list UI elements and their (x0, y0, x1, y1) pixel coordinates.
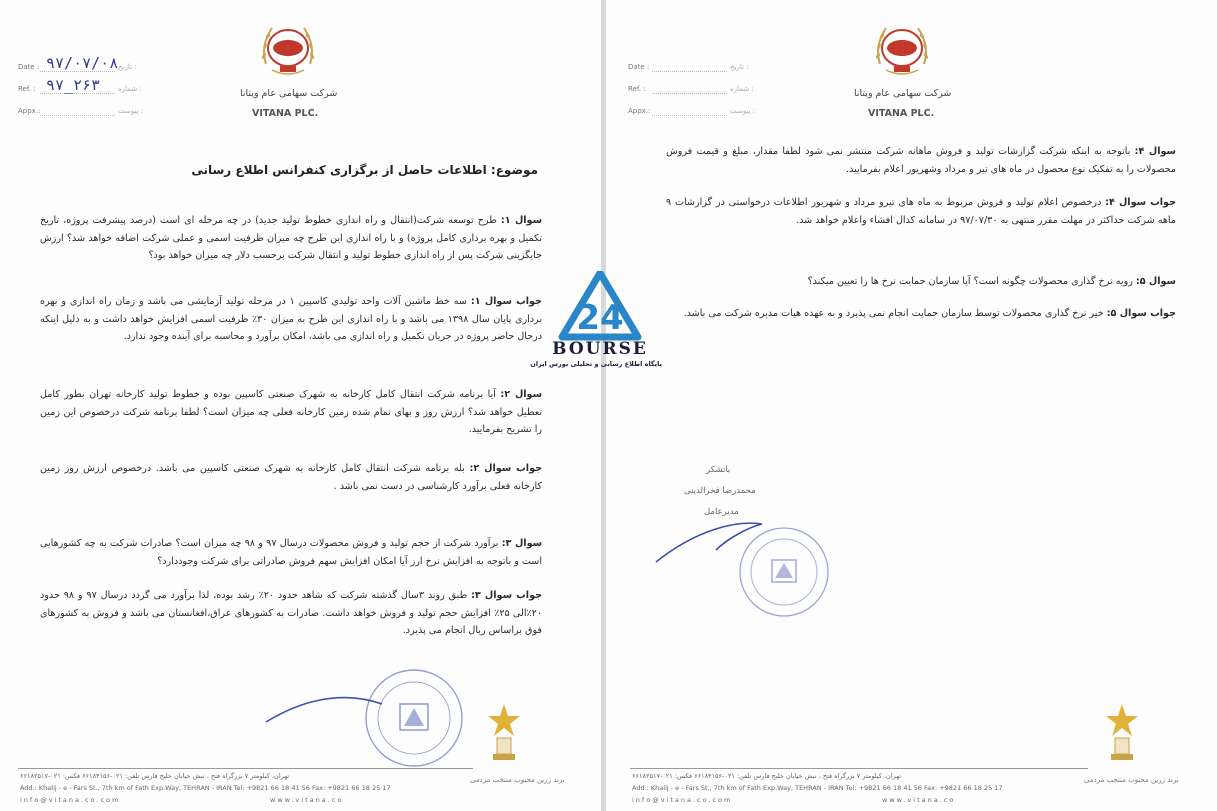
ref-label-fa: شماره : (118, 85, 142, 93)
trophy-icon (483, 700, 525, 762)
answer-1-text: سه خط ماشین آلات واحد تولیدی کاسپین ۱ در مرحله تولید آزمایشی می باشد و زمان راه اندازی و بهره برداری پایان سال ۱۳۹۸ می باشد و با راه اندازی این طرح به میزان ۳۰٪ ظرفیت اسمی افزایش خواهد داشت و به دلیل اینکه درحال حاضر پروژه در جریان تکمیل و راه اندازی می باشد، امکان برآورد و محاسبه برای آینده وجود ندارد. (40, 296, 542, 342)
question-5-text: رویه نرخ گذاری محصولات چگونه است؟ آیا سازمان حمایت نرخ ها را تعیین میکند؟ (807, 276, 1136, 287)
question-5-label: سوال ۵: (1135, 276, 1176, 287)
appx-line (40, 115, 115, 116)
question-3-label: سوال ۳: (501, 538, 543, 549)
company-name-en: VITANA PLC. (252, 108, 319, 119)
company-stamp (262, 660, 472, 770)
question-3 (40, 535, 542, 570)
date-label-fa: تاریخ : (730, 63, 749, 71)
watermark-caption: پایگاه اطلاع رسانی و تحلیلی بورس ایران (530, 360, 662, 368)
appx-label: Appx.: (18, 107, 41, 115)
date-label: Date : (628, 63, 650, 71)
footer-email: info@vitana.co.com (20, 796, 121, 804)
footer-address-en: Add.: Khalij - e - Fars St., 7th km of Fath Exp.Way, TEHRAN - IRAN Tel: +9821 66 18 41 56 Fax: +9821 66 18 25 17 (632, 784, 1003, 792)
answer-5-label: جواب سوال ۵: (1106, 308, 1176, 319)
answer-1 (40, 293, 542, 346)
question-1-label: سوال ۱: (500, 215, 542, 226)
answer-2-text: بله برنامه شرکت انتقال کامل کارخانه به شهرک صنعتی کاسپین می باشد. درخصوص ارزش روز زمین کارخانه فعلی برآورد کارشناسی در دست نمی باشد . (40, 463, 542, 492)
signature-greeting: باتشکر (706, 465, 731, 475)
question-1 (40, 212, 542, 265)
footer-website: www.vitana.co (882, 796, 956, 804)
signature-name: محمدرضا فخرالدینی (684, 486, 756, 496)
footer-website: www.vitana.co (270, 796, 344, 804)
answer-4-label: جواب سوال ۴: (1105, 197, 1176, 208)
letter-page-1 (0, 0, 601, 811)
company-name-en: VITANA PLC. (868, 108, 935, 119)
answer-5 (666, 305, 1176, 323)
date-line (652, 71, 727, 72)
letter-page-2 (606, 0, 1217, 811)
brand-award-text: برند زرین محبوب منتخب مردمی (470, 776, 565, 784)
answer-3-label: جواب سوال ۳: (471, 590, 543, 601)
vitana-logo (872, 18, 932, 84)
ref-label: Ref. : (18, 85, 36, 93)
date-label-fa: تاریخ : (118, 63, 137, 71)
question-4 (666, 143, 1176, 178)
signature-title: مدیرعامل (704, 507, 739, 517)
footer-address-en: Add.: Khalij - e - Fars St., 7th km of Fath Exp.Way, TEHRAN - IRAN Tel: +9821 66 18 41 56 Fax: +9821 66 18 25 17 (20, 784, 391, 792)
ref-value: ۹۷_۲۶۳ (46, 76, 101, 94)
question-1-text: طرح توسعه شرکت(انتقال و راه اندازی خطوط تولید جدید) در چه مرحله ای است (درصد پیشرفت پروژه، تاریخ تکمیل و بهره برداری کامل پروژه) و با راه اندازی این طرح چه میزان ظرفیت اسمی و عملی شرکت اضافه خواهد شد؟ ارزش جایگزینی شرکت پس از راه اندازی خطوط تولید و انتقال شرکت برحسب دلار چه میزان خواهد بود؟ (40, 215, 542, 261)
footer-email: info@vitana.co.com (632, 796, 733, 804)
question-2-text: آیا برنامه شرکت انتقال کامل کارخانه به شهرک صنعتی کاسپین بوده و خطوط تولید کارخانه تهران بطور کامل تعطیل خواهد شد؟ ارزش روز و بهای تمام شده زمین کارخانه فعلی چه میزان است؟ لطفا برنامه شرکت درخصوص این زمین را تشریح بفرمایید. (40, 389, 542, 435)
watermark-text: BOURSE (552, 339, 648, 359)
answer-3 (40, 587, 542, 640)
footer-address-fa: تهران، کیلومتر ۷ بزرگراه فتح ، نبش خیابان خلیج فارس تلفن: ۰۲۱-۶۶۱۸۴۱۵۶ فکس: ۰۲۱-۶۶۱۸۲۵۱۷ (632, 772, 902, 780)
answer-2-label: جواب سوال ۲: (469, 463, 543, 474)
letter-subject: موضوع: اطلاعات حاصل از برگزاری کنفرانس اطلاع رسانی (191, 163, 538, 177)
answer-5-text: خیر نرخ گذاری محصولات توسط سازمان حمایت انجام نمی پذیرد و به عهده هیات مدیره شرکت می باشد. (683, 308, 1107, 319)
date-label: Date : (18, 63, 40, 71)
footer-divider (18, 768, 473, 769)
company-name-fa: شرکت سهامی عام ویتانا (240, 88, 338, 99)
appx-label-fa: پیوست : (730, 107, 756, 115)
question-5 (666, 273, 1176, 291)
footer-address-fa: تهران، کیلومتر ۷ بزرگراه فتح ، نبش خیابان خلیج فارس تلفن: ۰۲۱-۶۶۱۸۴۱۵۶ فکس: ۰۲۱-۶۶۱۸۲۵۱۷ (20, 772, 290, 780)
answer-4-text: درخصوص اعلام تولید و فروش مربوط به ماه های تیرو مرداد و شهریور اطلاعات درخواستی در گزارشات ۹ ماهه شرکت حداکثر در مهلت مقرر منتهی به ۹۷/۰۷/۳۰ در سامانه کدال افشاء واعلام خواهد شد. (666, 197, 1176, 226)
company-name-fa: شرکت سهامی عام ویتانا (854, 88, 952, 99)
answer-4 (666, 194, 1176, 229)
appx-label: Appx.: (628, 107, 651, 115)
appx-label-fa: پیوست : (118, 107, 144, 115)
answer-3-text: طبق روند ۳سال گذشته شرکت که شاهد حدود ۲۰٪ رشد بوده، لذا برآورد می گردد درسال ۹۷ و ۹۸ حدود ۲۰٪الی ۲۵٪ افزایش حجم تولید و فروش خواهد داشت. صادرات به کشورهای عراق،افغانستان می باشد و فروش به کشورهای فوق براساس ریال انجام می پذیرد. (40, 590, 542, 636)
answer-2 (40, 460, 542, 495)
ref-label-fa: شماره : (730, 85, 754, 93)
date-value: ۹۷/۰۷/۰۸ (46, 54, 119, 72)
question-4-text: باتوجه به اینکه شرکت گزارشات تولید و فروش ماهانه شرکت منتشر نمی شود لطفا مقدار، مبلغ و قیمت فروش محصولات را به تفکیک نوع محصول در ماه های تیر و مرداد وشهریور اعلام بفرمایید. (666, 146, 1176, 175)
question-3-text: برآورد شرکت از حجم تولید و فروش محصولات درسال ۹۷ و ۹۸ چه میزان است؟ صادرات شرکت به چه کشورهایی است و باتوجه به افزایش نرخ ارز آیا امکان افزایش سهم فروش صادراتی برای شرکت وجوددارد؟ (40, 538, 542, 567)
watermark-number: 24 (576, 298, 624, 338)
question-2-label: سوال ۲: (500, 389, 543, 400)
answer-1-label: جواب سوال ۱: (470, 296, 542, 307)
ref-line (652, 93, 727, 94)
signature-stamp (636, 500, 846, 620)
ref-label: Ref. : (628, 85, 646, 93)
trophy-icon (1101, 700, 1143, 762)
footer-divider (630, 768, 1088, 769)
question-2 (40, 386, 542, 439)
brand-award-text: برند زرین محبوب منتخب مردمی (1084, 776, 1179, 784)
appx-line (652, 115, 727, 116)
vitana-logo (258, 18, 318, 84)
question-4-label: سوال ۴: (1134, 146, 1176, 157)
